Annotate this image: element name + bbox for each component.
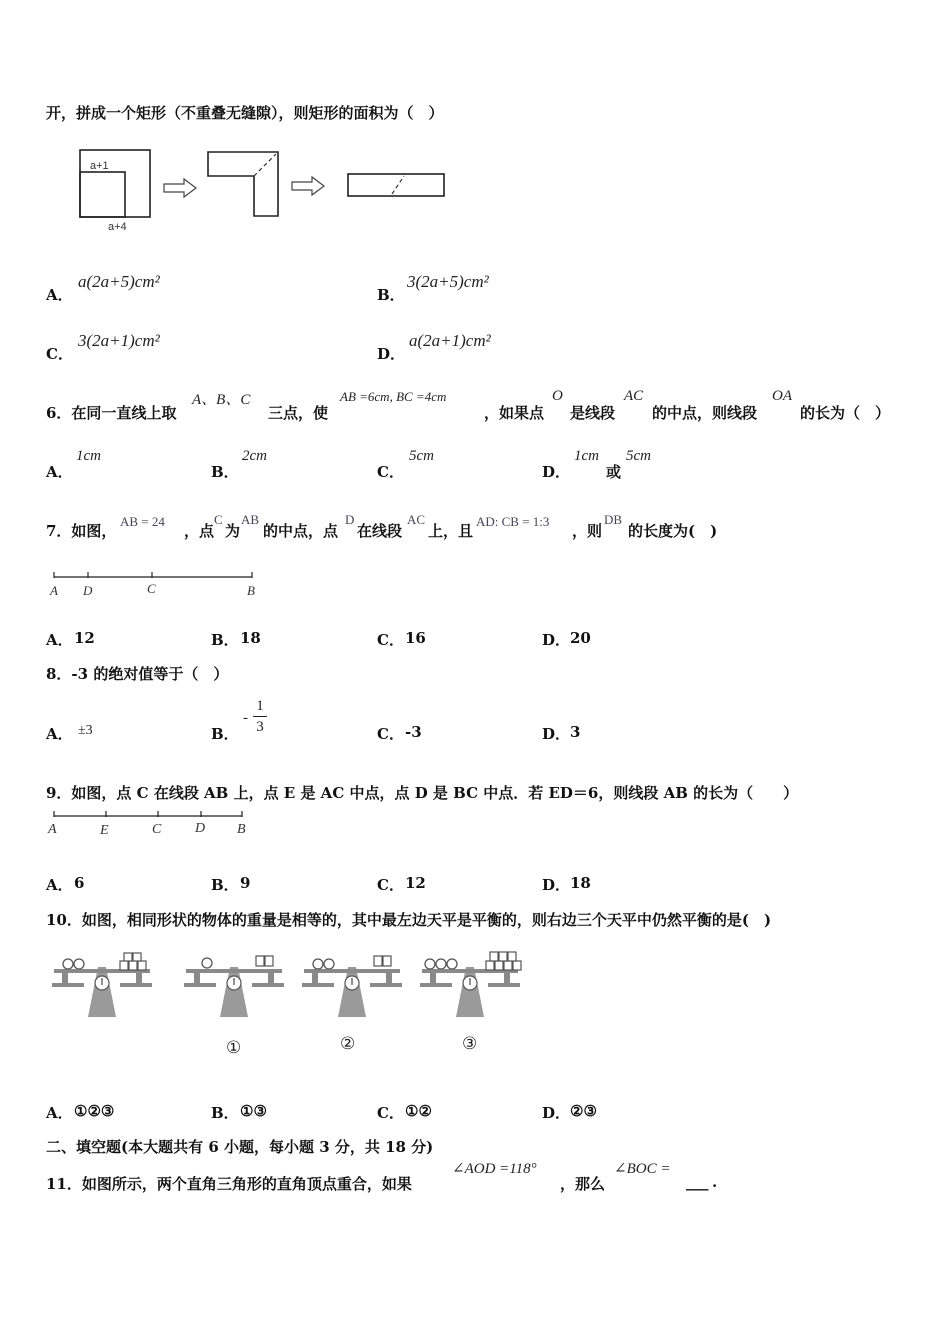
q10-option-c-letter: C． — [377, 1104, 404, 1122]
q7-math-ab: AB — [241, 512, 260, 527]
q7-text-7: ，则 — [572, 522, 603, 540]
q9-stem: 9．如图，点 C 在线段 AB 上，点 E 是 AC 中点，点 D 是 BC 中点．若 ED＝6，则线段 AB 的长为（ ） — [46, 784, 799, 802]
q8-fraction-bar — [253, 716, 267, 717]
q6-option-d-letter: D． — [542, 463, 571, 481]
q7-option-a-value: 12 — [74, 629, 95, 647]
q10-scale-reference — [52, 953, 152, 1017]
q5-option-b-letter: B． — [377, 286, 405, 304]
q10-option-a-value: ①②③ — [74, 1102, 115, 1120]
q7-option-d-value: 20 — [570, 629, 591, 647]
q8-option-b-prefix: - — [243, 710, 248, 726]
q6-math-oa: OA — [772, 388, 792, 404]
q7-text-6: 上，且 — [428, 522, 474, 540]
q7-option-d-letter: D． — [542, 631, 571, 649]
q9-figure — [46, 808, 256, 838]
q7-text-4: 的中点，点 — [263, 522, 339, 540]
section-heading-fill-in: 二、填空题(本大题共有 6 小题，每小题 3 分，共 18 分) — [46, 1138, 434, 1156]
q6-math-ac: AC — [624, 388, 644, 404]
q5-option-b-expr: 3(2a+5)cm² — [407, 272, 489, 291]
q10-figure — [50, 945, 530, 1065]
q7-math-c: C — [214, 512, 223, 527]
q11-text-1: 11．如图所示，两个直角三角形的直角顶点重合，如果 — [46, 1175, 412, 1193]
q7-math-ac: AC — [407, 512, 426, 527]
q7-math-ab24: AB = 24 — [120, 514, 165, 529]
q5-l-shape — [208, 152, 278, 216]
q9-option-b-value: 9 — [240, 874, 251, 892]
q6-option-d-expr2: 5cm — [626, 448, 651, 464]
q10-option-d-value: ②③ — [570, 1102, 597, 1120]
q8-option-c-letter: C． — [377, 725, 404, 743]
q7-math-d: D — [345, 512, 355, 527]
q10-label-2: ② — [340, 1034, 356, 1054]
q7-math-db: DB — [604, 512, 623, 527]
q8-option-b-letter: B． — [211, 725, 239, 743]
q7-text-2: ，点 — [184, 522, 215, 540]
q10-option-b-value: ①③ — [240, 1102, 267, 1120]
q7-text-1: 7．如图， — [46, 522, 117, 540]
q6-math-abc: A、B、C — [192, 392, 251, 408]
q9-option-c-letter: C． — [377, 876, 404, 894]
q5-rectangle — [348, 174, 444, 196]
q10-option-d-letter: D． — [542, 1104, 571, 1122]
q9-option-c-value: 12 — [405, 874, 426, 892]
q7-option-b-letter: B． — [211, 631, 239, 649]
q9-label-a: A — [48, 822, 57, 837]
q6-text-2: 三点，使 — [268, 404, 329, 422]
q5-option-d-expr: a(2a+1)cm² — [409, 331, 491, 350]
q10-option-c-value: ①② — [405, 1102, 432, 1120]
q9-option-d-value: 18 — [570, 874, 591, 892]
q7-text-8: 的长度为( ) — [628, 522, 718, 540]
q7-label-b: B — [247, 583, 255, 598]
q6-text-5: 的中点，则线段 — [652, 404, 758, 422]
q5-stem: 开，拼成一个矩形（不重叠无缝隙），则矩形的面积为（ ） — [46, 104, 444, 122]
q5-arrow-1 — [164, 179, 196, 197]
q7-text-3: 为 — [225, 522, 241, 540]
q6-option-a-letter: A． — [46, 463, 73, 481]
q9-option-a-letter: A． — [46, 876, 73, 894]
q5-arrow-2 — [292, 177, 324, 195]
q8-stem: 8．-3 的绝对值等于（ ） — [46, 665, 229, 683]
q10-option-a-letter: A． — [46, 1104, 73, 1122]
q5-option-a-letter: A． — [46, 286, 73, 304]
q10-scale-1 — [184, 956, 284, 1017]
q8-option-a-value: ±3 — [78, 723, 93, 738]
q6-option-b-letter: B． — [211, 463, 239, 481]
q7-option-c-letter: C． — [377, 631, 404, 649]
q5-option-a-expr: a(2a+5)cm² — [78, 272, 160, 291]
q11-answer-blank[interactable]: ___ — [686, 1173, 709, 1191]
q5-option-d-letter: D． — [377, 345, 406, 363]
q5-square-inner — [80, 172, 125, 217]
q5-option-c-expr: 3(2a+1)cm² — [78, 331, 160, 350]
q9-label-e: E — [100, 823, 109, 838]
q6-option-b-expr: 2cm — [242, 448, 267, 464]
q6-text-3: ，如果点 — [484, 404, 545, 422]
q7-figure — [48, 568, 268, 602]
q9-option-b-letter: B． — [211, 876, 239, 894]
q9-option-d-letter: D． — [542, 876, 571, 894]
q5-figure — [78, 148, 448, 234]
q6-option-d-expr1: 1cm — [574, 448, 599, 464]
q8-option-c-value: -3 — [405, 723, 422, 741]
q8-option-a-letter: A． — [46, 725, 73, 743]
q11-text-2: ，那么 — [560, 1175, 606, 1193]
q5-rect-cut — [392, 176, 404, 194]
q7-option-a-letter: A． — [46, 631, 73, 649]
q11-math-aod: ∠AOD =118° — [452, 1161, 537, 1177]
q10-label-1: ① — [226, 1038, 242, 1058]
q6-text-6: 的长为（ ） — [800, 404, 891, 422]
q9-label-d: D — [195, 821, 206, 836]
q7-option-b-value: 18 — [240, 629, 261, 647]
q10-label-3: ③ — [462, 1034, 478, 1054]
q6-option-c-expr: 5cm — [409, 448, 434, 464]
q5-label-bottom: a+4 — [108, 221, 127, 233]
q5-option-c-letter: C． — [46, 345, 73, 363]
q7-option-c-value: 16 — [405, 629, 426, 647]
q6-option-a-expr: 1cm — [76, 448, 101, 464]
q7-label-a: A — [50, 583, 58, 598]
q11-math-boc: ∠BOC = — [614, 1161, 671, 1177]
q6-option-c-letter: C． — [377, 463, 404, 481]
q8-option-d-letter: D． — [542, 725, 571, 743]
q10-option-b-letter: B． — [211, 1104, 239, 1122]
q8-fraction — [253, 697, 267, 736]
q6-text-4: 是线段 — [570, 404, 616, 422]
q7-label-c: C — [147, 581, 156, 596]
q11-end: . — [712, 1173, 718, 1191]
q6-math-lengths: AB =6cm, BC =4cm — [340, 389, 447, 404]
q7-label-d: D — [83, 583, 93, 598]
q8-fraction-num: 1 — [256, 698, 264, 714]
q10-scale-3 — [420, 952, 521, 1017]
q10-stem: 10．如图，相同形状的物体的重量是相等的，其中最左边天平是平衡的，则右边三个天平中仍然平衡的是( ) — [46, 911, 772, 929]
q9-label-c: C — [152, 822, 162, 837]
q7-math-ratio: AD: CB = 1:3 — [476, 514, 550, 529]
q6-option-d-or: 或 — [606, 463, 622, 481]
q8-option-d-value: 3 — [570, 723, 581, 741]
q9-option-a-value: 6 — [74, 874, 85, 892]
q5-l-cut — [254, 154, 276, 176]
q8-fraction-den: 3 — [256, 719, 264, 735]
q9-label-b: B — [237, 822, 246, 837]
q6-math-o: O — [552, 388, 563, 404]
q5-label-top: a+1 — [90, 160, 109, 172]
q7-text-5: 在线段 — [357, 522, 403, 540]
q6-text-1: 6．在同一直线上取 — [46, 404, 177, 422]
q10-scale-2 — [302, 956, 402, 1017]
